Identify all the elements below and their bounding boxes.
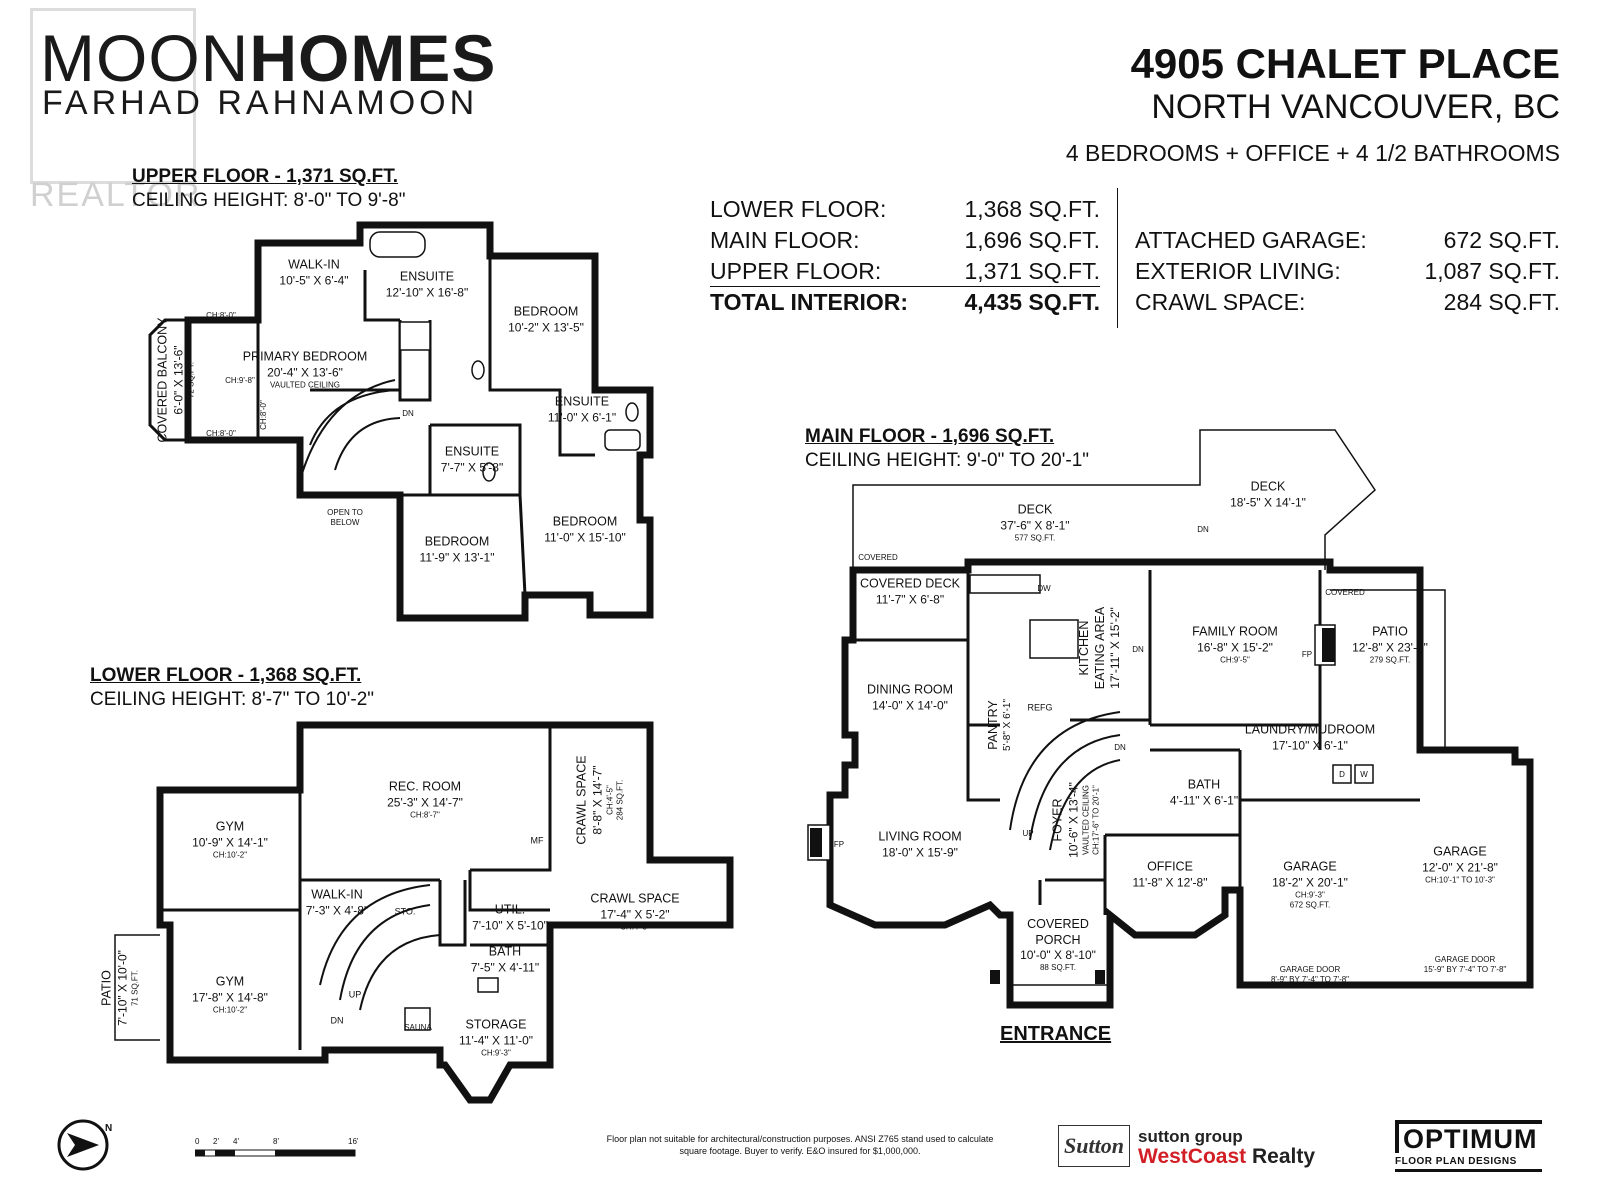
room-dims: 37'-6" X 8'-1" xyxy=(1000,518,1070,533)
room-ch: CH:10'-2" xyxy=(212,1005,248,1015)
stair-down-label: DN xyxy=(402,409,414,418)
address-line-1: 4905 CHALET PLACE xyxy=(1130,40,1560,87)
area-value: 284 SQ.FT. xyxy=(1443,289,1560,315)
room-dims: 11'-7" X 6'-8" xyxy=(875,592,945,607)
room-ch: CH:10'-1" TO 10'-3" xyxy=(1425,875,1495,885)
toilet xyxy=(478,978,498,992)
room-dims: 7'-10" X 5'-10" xyxy=(472,918,548,933)
entrance-label: ENTRANCE xyxy=(1000,1023,1112,1045)
main-floor-ceiling: CEILING HEIGHT: 9'-0" TO 20'-1" xyxy=(805,449,1090,471)
room-gym-2 xyxy=(192,975,268,1016)
room-dims: 17'-11" X 15'-2" xyxy=(1108,607,1123,689)
room-deck-2 xyxy=(1230,480,1306,511)
room-ensuite-3 xyxy=(441,445,503,476)
room-dims: 10'-6" X 13'-4" xyxy=(1066,782,1081,858)
room-dining xyxy=(867,683,953,714)
sutton-westcoast xyxy=(1138,1145,1315,1169)
room-ch: CH:4'-5" xyxy=(620,922,650,932)
room-sqft: 577 SQ.FT. xyxy=(1014,533,1056,543)
room-laundry xyxy=(1245,723,1375,754)
room-note: VAULTED CEILING xyxy=(1081,785,1091,855)
room-dims: 7'-10" X 10'-0" xyxy=(115,950,130,1026)
room-name: COVERED DECK xyxy=(859,576,961,591)
sutton-group-text: sutton group xyxy=(1138,1127,1243,1146)
room-garage-2 xyxy=(1422,845,1498,886)
room-ch: CH:8'-7" xyxy=(410,810,440,820)
upper-floor-ceiling: CEILING HEIGHT: 8'-0" TO 9'-8" xyxy=(132,189,406,211)
room-dims: 8'-8" X 14'-7" xyxy=(590,765,605,835)
disclaimer: Floor plan not suitable for architectural/construction purposes. ANSI Z765 stand used to calculate square footage. Buyer to verify. E&O insured for $1,000,000. xyxy=(606,1134,994,1157)
room-name: WALK-IN xyxy=(288,257,340,272)
optimum-subtitle: FLOOR PLAN DESIGNS xyxy=(1395,1156,1542,1172)
room-ensuite-primary xyxy=(386,270,468,301)
ceiling-mark: CH:8'-0" xyxy=(259,400,268,430)
room-name: CRAWL SPACE xyxy=(574,755,589,845)
area-value: 4,435 SQ.FT. xyxy=(964,289,1100,315)
room-sqft: 88 SQ.FT. xyxy=(1039,963,1076,973)
logo-bold: HOMES xyxy=(249,21,497,95)
door-dims: 15'-9" BY 7'-4" TO 7'-8" xyxy=(1423,965,1507,974)
room-crawl-space-2 xyxy=(590,892,679,933)
main-floor-title: MAIN FLOOR - 1,696 SQ.FT. xyxy=(805,426,1055,447)
kitchen-island xyxy=(1030,620,1078,658)
room-name: FOYER xyxy=(1050,798,1065,842)
room-dims: 25'-3" X 14'-7" xyxy=(387,795,463,810)
room-sqft: 284 SQ.FT. xyxy=(615,779,625,821)
room-note: VAULTED CEILING xyxy=(270,380,340,390)
room-name: LAUNDRY/MUDROOM xyxy=(1244,722,1376,737)
room-name: GYM xyxy=(215,974,245,989)
sutton-mark: Sutton xyxy=(1058,1125,1130,1167)
room-name: ENSUITE xyxy=(444,444,500,459)
covered-label: COVERED xyxy=(858,553,898,562)
lower-floor-ceiling: CEILING HEIGHT: 8'-7" TO 10'-2" xyxy=(90,688,375,710)
room-crawl-space-1 xyxy=(575,755,626,844)
logo-thin: MOON xyxy=(40,21,250,95)
room-garage-1 xyxy=(1272,860,1348,911)
room-rec-room xyxy=(387,780,463,821)
room-ch: CH:9'-3" xyxy=(481,1048,511,1058)
room-sqft: 71 SQ.FT. xyxy=(130,970,140,1007)
room-name: DECK xyxy=(1017,502,1053,517)
room-living xyxy=(878,830,961,861)
realty-text: Realty xyxy=(1251,1145,1316,1168)
room-name-2: BELOW xyxy=(330,518,360,527)
room-name: BEDROOM xyxy=(552,514,618,529)
room-dims: 18'-2" X 20'-1" xyxy=(1272,875,1348,890)
scale-label: 4' xyxy=(233,1137,239,1146)
room-dims: 6'-0" X 13'-6" xyxy=(171,345,186,415)
agent-name: FARHAD RAHNAMOON xyxy=(42,84,479,122)
ceiling-mark: CH:8'-0" xyxy=(206,429,236,438)
room-dims: 10'-5" X 6'-4" xyxy=(279,273,349,288)
room-name: CRAWL SPACE xyxy=(590,891,680,906)
room-patio-lower xyxy=(100,950,141,1026)
room-name: OPEN TO xyxy=(327,508,363,517)
room-name: PATIO xyxy=(99,970,114,1006)
room-ensuite-2 xyxy=(548,395,616,426)
room-gym-1 xyxy=(192,820,268,861)
room-dims: 7'-3" X 4'-8" xyxy=(305,903,369,918)
room-name: PATIO xyxy=(1372,624,1408,639)
room-ch: CH:9'-3" xyxy=(1295,890,1325,900)
fireplace-hearth xyxy=(810,828,822,857)
room-name: PRIMARY BEDROOM xyxy=(242,349,368,364)
area-label: MAIN FLOOR: xyxy=(710,227,860,253)
bathtub xyxy=(370,232,425,257)
porch-post xyxy=(990,970,1000,984)
bathtub xyxy=(605,430,640,450)
area-label: UPPER FLOOR: xyxy=(710,258,882,284)
room-dims: 17'-8" X 14'-8" xyxy=(192,990,268,1005)
toilet xyxy=(626,403,638,421)
fireplace-label: FP xyxy=(1301,650,1313,659)
room-bath-main xyxy=(1170,778,1238,809)
room-name: DECK xyxy=(1250,479,1286,494)
open-to-below xyxy=(327,508,363,528)
room-name: FAMILY ROOM xyxy=(1192,624,1278,639)
room-covered-balcony xyxy=(156,317,197,442)
room-dims: 12'-0" X 21'-8" xyxy=(1422,860,1498,875)
door-dims: 8'-9" BY 7'-4" TO 7'-8" xyxy=(1270,975,1350,984)
compass-north-label: N xyxy=(105,1123,113,1134)
shower xyxy=(400,322,430,350)
room-dims: 14'-0" X 14'-0" xyxy=(872,698,948,713)
upper-floor-title: UPPER FLOOR - 1,371 SQ.FT. xyxy=(132,166,399,187)
room-family xyxy=(1192,625,1278,666)
area-value: 1,368 SQ.FT. xyxy=(964,196,1100,222)
scale-label: 2' xyxy=(213,1137,219,1146)
lower-floor-heading xyxy=(90,664,374,712)
room-name: BEDROOM xyxy=(513,304,579,319)
room-bedroom-2 xyxy=(420,535,495,566)
storage-closet-label: STO. xyxy=(394,906,416,917)
door-label: GARAGE DOOR xyxy=(1434,955,1496,964)
room-dims: 10'-9" X 14'-1" xyxy=(192,835,268,850)
lower-floor-title: LOWER FLOOR - 1,368 SQ.FT. xyxy=(90,665,362,686)
area-label: ATTACHED GARAGE: xyxy=(1135,227,1367,253)
room-name: BEDROOM xyxy=(424,534,490,549)
room-name: GYM xyxy=(215,819,245,834)
refrigerator-label: REFG xyxy=(1027,702,1053,713)
area-label: CRAWL SPACE: xyxy=(1135,289,1306,315)
stair-down-label: DN xyxy=(330,1015,344,1026)
room-name: WALK-IN xyxy=(311,887,363,902)
counter xyxy=(970,575,1040,593)
room-deck-1 xyxy=(1000,503,1069,544)
room-bedroom-1 xyxy=(508,305,584,336)
sauna-label: SAUNA xyxy=(404,1023,432,1032)
room-kitchen xyxy=(1077,607,1123,689)
area-value: 1,696 SQ.FT. xyxy=(964,227,1100,253)
room-dims: 11'-4" X 11'-0" xyxy=(458,1033,534,1048)
room-walkin-upper xyxy=(279,258,348,289)
area-label: EXTERIOR LIVING: xyxy=(1135,258,1341,284)
room-name: KITCHEN xyxy=(1076,620,1091,676)
room-name: COVERED BALCONY xyxy=(155,317,170,443)
scale-label: 8' xyxy=(273,1137,279,1146)
stair-up-label: UP xyxy=(1022,829,1034,838)
room-dims: 16'-8" X 15'-2" xyxy=(1197,640,1273,655)
dishwasher-label: DW xyxy=(1037,584,1051,593)
dryer-label: D xyxy=(1339,770,1345,779)
mechanical-label: MF xyxy=(530,835,544,846)
scale-label: 0 xyxy=(195,1137,200,1146)
room-name: BATH xyxy=(1187,777,1221,792)
room-name: DINING ROOM xyxy=(866,682,954,697)
door-label: GARAGE DOOR xyxy=(1279,965,1341,974)
stair-down-label: DN xyxy=(1132,645,1144,654)
porch-post xyxy=(1095,970,1105,984)
garage-door-1 xyxy=(1271,965,1349,985)
room-ch: CH:10'-2" xyxy=(212,850,248,860)
area-value: 1,371 SQ.FT. xyxy=(964,258,1100,284)
room-name: REC. ROOM xyxy=(388,779,462,794)
main-floor-heading xyxy=(805,425,1089,473)
room-dims: 7'-7" X 5'-8" xyxy=(440,460,504,475)
room-bath-lower xyxy=(471,945,539,976)
room-sqft: 279 SQ.FT. xyxy=(1369,655,1411,665)
room-name-2: PORCH xyxy=(1035,932,1081,947)
realtor-watermark: REALTOR xyxy=(30,176,202,214)
room-dims: 5'-8" X 6'-1" xyxy=(1001,698,1013,752)
room-dims: 7'-5" X 4'-11" xyxy=(470,960,540,975)
optimum-logo xyxy=(1395,1120,1542,1172)
scale-label: 16' xyxy=(348,1137,359,1146)
area-label: LOWER FLOOR: xyxy=(710,196,887,222)
room-sqft: 672 SQ.FT. xyxy=(1289,900,1331,910)
room-name: ENSUITE xyxy=(554,394,610,409)
area-label: TOTAL INTERIOR: xyxy=(710,289,909,315)
ceiling-mark: CH:9'-8" xyxy=(225,376,255,385)
room-name: GARAGE xyxy=(1433,844,1487,859)
room-name: STORAGE xyxy=(465,1017,527,1032)
room-dims: 10'-0" X 8'-10" xyxy=(1020,948,1096,963)
room-name: COVERED xyxy=(1027,916,1089,931)
room-dims: 11'-9" X 13'-1" xyxy=(419,550,495,565)
room-dims: 4'-11" X 6'-1" xyxy=(1169,793,1239,808)
room-utility xyxy=(472,903,548,934)
room-dims: 18'-0" X 15'-9" xyxy=(882,845,958,860)
covered-label: COVERED xyxy=(1325,588,1365,597)
room-ch: CH:9'-5" xyxy=(1220,655,1250,665)
room-walkin-lower xyxy=(306,888,368,919)
room-name: GARAGE xyxy=(1283,859,1337,874)
room-name-2: EATING AREA xyxy=(1092,606,1107,690)
room-dims: 11'-8" X 12'-8" xyxy=(1132,875,1208,890)
stair-up-label: UP xyxy=(348,989,362,1000)
room-pantry xyxy=(986,699,1014,751)
rooms-summary: 4 BEDROOMS + OFFICE + 4 1/2 BATHROOMS xyxy=(1065,140,1560,166)
fireplace-label: FP xyxy=(833,840,845,849)
room-name: PANTRY xyxy=(985,700,1000,750)
room-dims: 20'-4" X 13'-6" xyxy=(267,365,343,380)
upper-stair xyxy=(300,380,400,480)
address-line-2: NORTH VANCOUVER, BC xyxy=(1151,88,1560,126)
room-ch: CH:4'-5" xyxy=(605,785,615,815)
room-covered-porch xyxy=(1020,917,1096,973)
toilet xyxy=(472,361,484,379)
room-dims: 12'-10" X 16'-8" xyxy=(385,285,469,300)
room-dims: 11'-0" X 6'-1" xyxy=(547,410,617,425)
room-name: UTIL. xyxy=(494,902,526,917)
room-name: LIVING ROOM xyxy=(878,829,962,844)
room-dims: 17'-10" X 6'-1" xyxy=(1272,738,1348,753)
fireplace-hearth xyxy=(1322,628,1335,662)
garage-door-2 xyxy=(1424,955,1506,975)
room-patio-main xyxy=(1352,625,1428,666)
room-ch: CH:17'-6" TO 20'-1" xyxy=(1091,785,1101,855)
area-value: 1,087 SQ.FT. xyxy=(1424,258,1560,284)
room-bedroom-3 xyxy=(544,515,626,546)
optimum-text: OPTIMUM xyxy=(1395,1120,1542,1153)
scale-bar xyxy=(195,1148,365,1162)
room-dims: 10'-2" X 13'-5" xyxy=(508,320,584,335)
ceiling-mark: CH:8'-0" xyxy=(206,311,236,320)
room-sqft: 72 SQ.FT. xyxy=(186,362,196,399)
room-dims: 17'-4" X 5'-2" xyxy=(600,907,670,922)
room-dims: 12'-8" X 23'-4" xyxy=(1352,640,1428,655)
room-name: BATH xyxy=(488,944,522,959)
room-name: OFFICE xyxy=(1147,859,1193,874)
room-office xyxy=(1133,860,1208,891)
room-storage xyxy=(459,1018,533,1059)
room-covered-deck xyxy=(860,577,960,608)
area-value: 672 SQ.FT. xyxy=(1443,227,1560,253)
room-dims: 18'-5" X 14'-1" xyxy=(1230,495,1306,510)
washer-label: W xyxy=(1360,770,1368,779)
room-name: ENSUITE xyxy=(399,269,455,284)
room-dims: 11'-0" X 15'-10" xyxy=(544,530,626,545)
stair-down-label: DN xyxy=(1197,525,1209,534)
westcoast-text: WestCoast xyxy=(1138,1145,1247,1168)
room-foyer xyxy=(1051,782,1102,858)
stair-down-label: DN xyxy=(1114,743,1126,752)
room-primary-bedroom xyxy=(243,350,368,391)
